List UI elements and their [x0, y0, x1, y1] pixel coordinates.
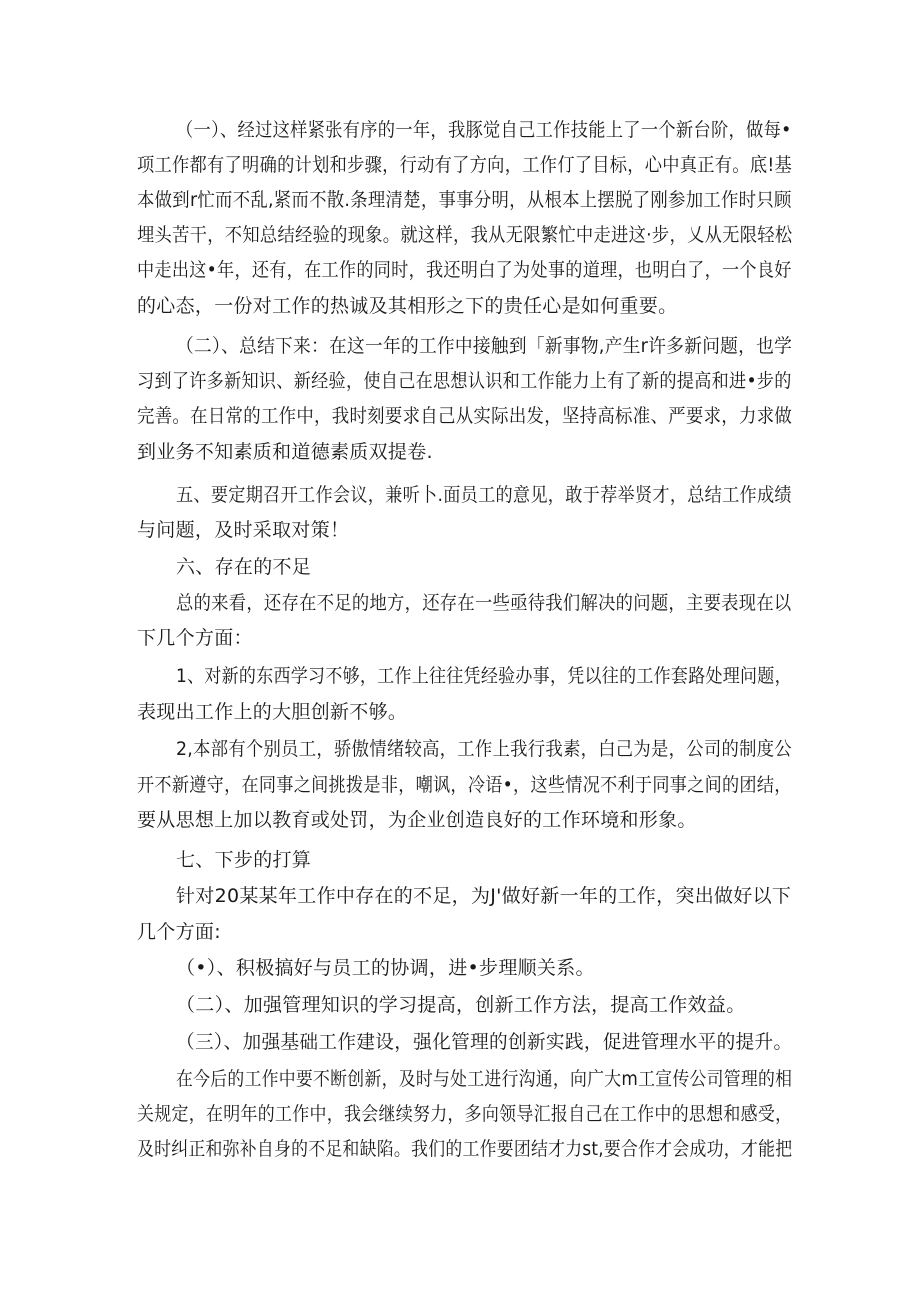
text-line: 要从思想上加以教育或处罚，为企业创造良好的工作环境和形象。 [137, 809, 697, 831]
text-line: 及时纠正和弥补自身的不足和缺陷。我们的工作要团结才力st,要合作才会成功，才能把 [137, 1138, 793, 1160]
list-item: （二）、加强管理知识的学习提高，创新工作方法，提高工作效益。 [176, 994, 746, 1016]
text-line: 表现出工作上的大胆创新不够。 [137, 701, 408, 723]
section-heading: 七、下步的打算 [176, 849, 312, 871]
section-heading: 六、存在的不足 [176, 556, 312, 578]
text-line: 在今后的工作中要不断创新，及时与处工进行沟通，向广大m工宣传公司管理的相 [176, 1068, 793, 1090]
text-line: 总的来看，还存在不足的地方，还存在一些亟待我们解决的问题，主要表现在以 [176, 592, 792, 614]
text-line: 埋头苦干，不知总结经验的现象。就这样，我从无限繁忙中走进这·步，乂从无限轻松 [137, 224, 793, 246]
text-line: 五、要定期召开工作会议，兼听卜.面员工的意见，敢于荐举贤才，总结工作成绩 [176, 484, 792, 506]
list-item: （三）、加强基础工作建设，强化管理的创新实践，促进管理水平的提升。 [176, 1031, 793, 1053]
text-line: （二）、总结下来：在这一年的工作中接触到「新事物,产生r许多新问题，也学 [176, 335, 793, 357]
text-line: 的心态，一份对工作的热诚及其相形之下的贵任心是如何重要。 [137, 295, 678, 317]
text-line: 项工作都有了明确的计划和步骤，行动有了方向，工作仃了目标，心中真正有。底!基 [137, 154, 793, 176]
text-line: 1、对新的东西学习不够，工作上往往凭经验办事，凭以往的工作套路处理问题， [176, 665, 792, 687]
text-line: 本做到r忙而不乱,紧而不散.条理清楚，事事分明，从根本上摆脱了刚参加工作时只顾 [137, 189, 792, 211]
text-line: 关规定，在明年的工作中，我会继续努力，多向领导汇报自己在工作中的思想和感受， [137, 1103, 793, 1125]
text-line: （一）、经过这样紧张有序的一年，我豚觉自己工作技能上了一个新台阶，做每• [176, 119, 792, 141]
text-line: 习到了许多新知识、新经验，使自己在思想认识和工作能力上有了新的提高和进•步的 [137, 370, 792, 392]
list-item: （•）、积极搞好与员工的协调，进•步理顺关系。 [176, 957, 595, 979]
text-line: 2,本部有个别员工，骄傲情绪较高，工作上我行我素，白己为是，公司的制度公 [176, 738, 792, 760]
text-line: 完善。在日常的工作中，我时刻要求自己从实际出发，坚持高标准、严要求，力求做 [137, 405, 793, 427]
text-line: 几个方面: [137, 921, 221, 943]
text-line: 开不新遵守，在同事之间挑拨是非，嘲讽，冷语•，这些情况不利于同事之间的团结， [137, 774, 792, 796]
text-line: 中走出这•年，还有，在工作的同时，我还明白了为处事的道理，也明白了，一个良好 [137, 259, 792, 281]
text-line: 到业务不知素质和道德素质双提卷. [137, 441, 433, 463]
text-line: 针对20某某年工作中存在的不足，为J'做好新一年的工作，突出做好以下 [176, 885, 792, 907]
text-line: 下几个方面： [137, 627, 253, 649]
text-line: 与问题，及时采取对策！ [137, 519, 350, 541]
